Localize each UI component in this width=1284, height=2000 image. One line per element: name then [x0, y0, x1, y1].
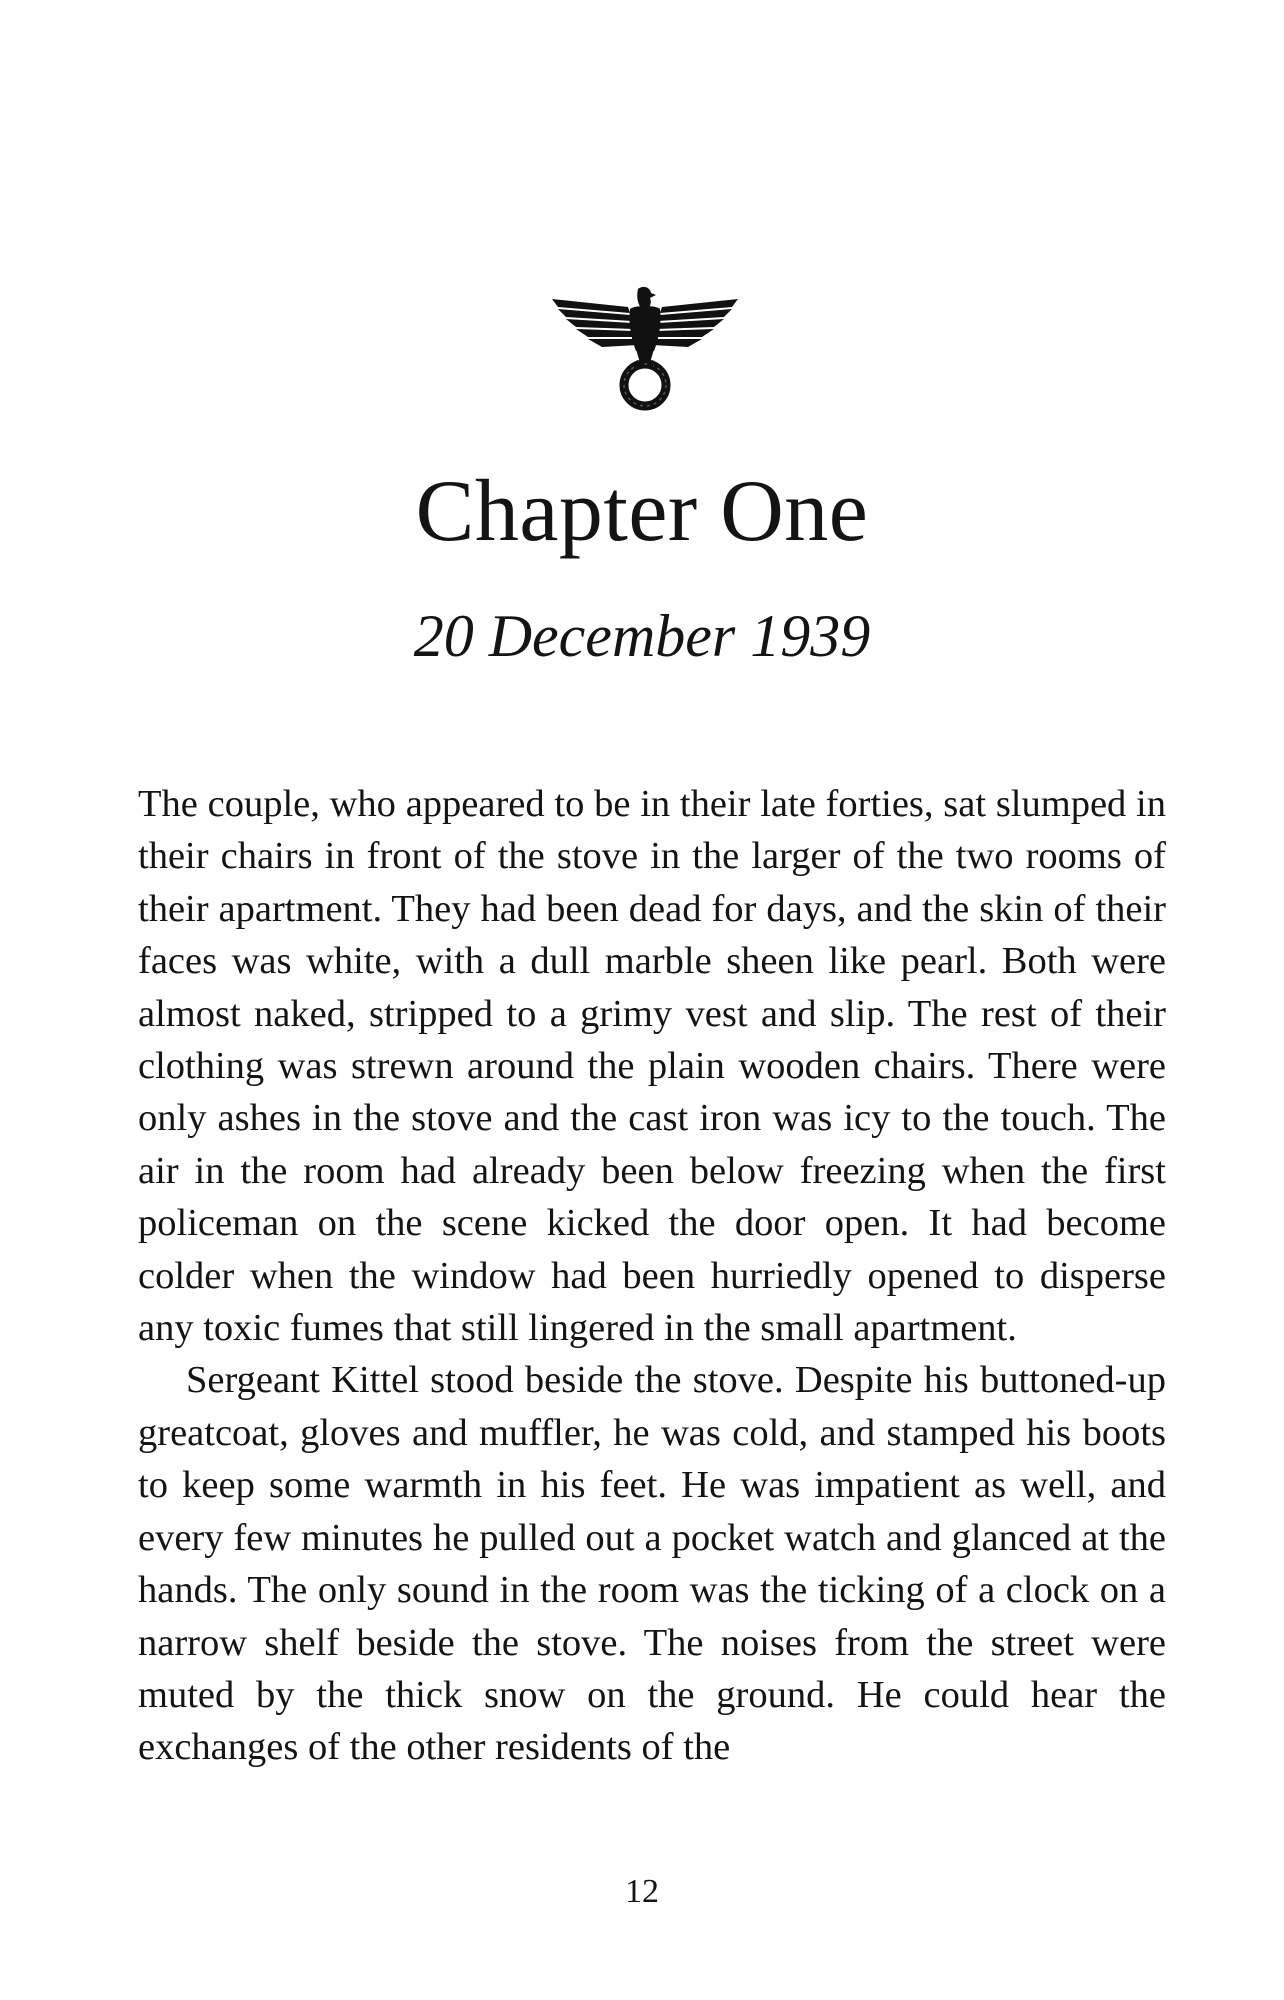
body-text [138, 778, 1166, 1774]
chapter-date: 20 December 1939 [413, 603, 871, 669]
paragraph-2: Sergeant Kittel stood beside the stove. Despite his buttoned-up greatcoat, gloves and muffler, he was cold, and stamped his boots to keep some warmth in his feet. He was impatient as well, and every few minutes he pulled out a pocket watch and glanced at the hands. The only sound in the room was the ticking of a clock on a narrow shelf beside the stove. The noises from the street were muted by the thick snow on the ground. He could hear the exchanges of the other residents of the [138, 1359, 1166, 1769]
chapter-title: Chapter One [415, 463, 869, 560]
eagle-wreath-emblem-icon [550, 285, 740, 415]
paragraph-1: The couple, who appeared to be in their late forties, sat slumped in their chairs in front of the stove in the larger of the two rooms of their apartment. They had been dead for days, and the skin of their faces was white, with a dull marble sheen like pearl. Both were almost naked, stripped to a grimy vest and slip. The rest of their clothing was strewn around the plain wooden chairs. There were only ashes in the stove and the cast iron was icy to the touch. The air in the room had already been below freezing when the first policeman on the scene kicked the door open. It had become colder when the window had been hurriedly opened to disperse any toxic fumes that still lingered in the small apartment. [138, 783, 1166, 1350]
page-number: 12 [625, 1873, 659, 1910]
